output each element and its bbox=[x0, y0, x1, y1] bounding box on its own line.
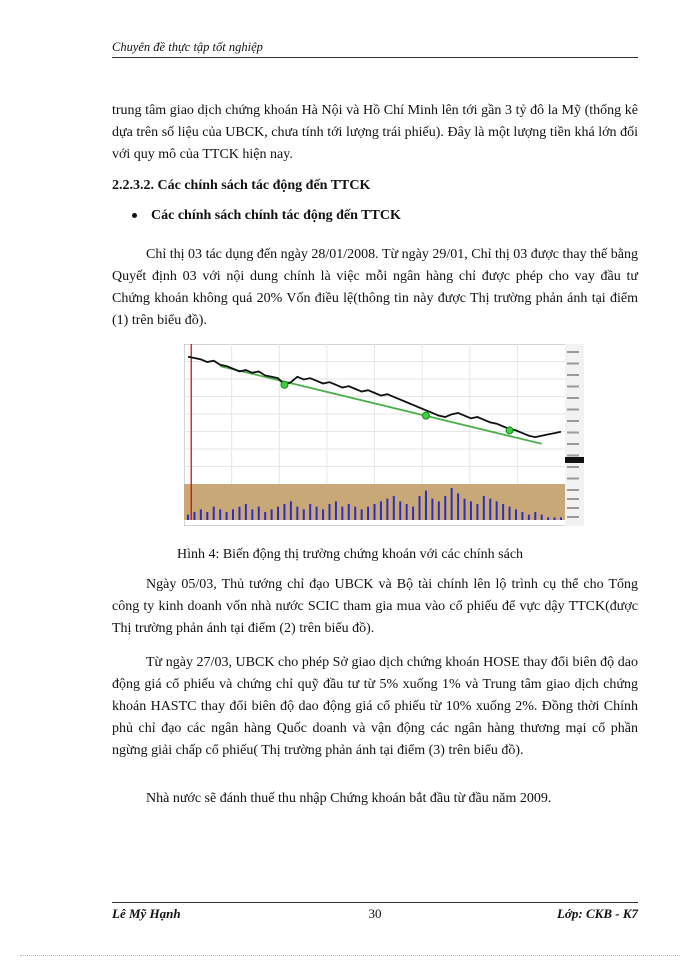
paragraph-tax: Nhà nước sẽ đánh thuế thu nhập Chứng khoán bắt đầu từ đầu năm 2009. bbox=[146, 791, 552, 806]
volume-bar bbox=[354, 507, 356, 520]
volume-bar bbox=[560, 517, 562, 520]
volume-bar bbox=[219, 509, 221, 520]
volume-bar bbox=[509, 507, 511, 520]
policy-marker bbox=[506, 427, 513, 434]
volume-bar bbox=[213, 507, 215, 520]
paragraph-price-band: Từ ngày 27/03, UBCK cho phép Sở giao dịch chứng khoán HOSE thay đổi biên độ dao động giá cổ phiếu và chứng chỉ quỹ đầu tư từ 5% xuống 1% và Trung tâm giao dịch chứng khoán HASTC thay đổi biên độ dao động giá cổ phiếu từ 10% xuống 2%. Đồng thời Chính phủ chỉ đạo các ngân hàng Quốc doanh và vận động các ngân hàng thương mại cổ phần ngừng giải chấp cổ phiếu( Thị trường phản ánh tại điểm (3) trên biểu đồ). bbox=[112, 655, 638, 758]
footer-author: Lê Mỹ Hạnh bbox=[112, 906, 181, 921]
volume-bar bbox=[296, 507, 298, 520]
section-heading: 2.2.3.2. Các chính sách tác động đến TTCK bbox=[112, 178, 371, 193]
volume-bar bbox=[206, 512, 208, 520]
volume-bar bbox=[554, 517, 556, 520]
page-footer bbox=[112, 902, 638, 921]
bullet-text: Các chính sách chính tác động đến TTCK bbox=[151, 208, 401, 223]
volume-bar bbox=[457, 493, 459, 520]
figure-caption: Hình 4: Biến động thị trường chứng khoán với các chính sách bbox=[176, 547, 524, 562]
volume-bar bbox=[393, 496, 395, 520]
volume-bar bbox=[489, 499, 491, 520]
volume-bar bbox=[399, 501, 401, 520]
volume-bar bbox=[361, 509, 363, 520]
volume-bar bbox=[406, 504, 408, 520]
volume-bar bbox=[438, 501, 440, 520]
volume-bar bbox=[271, 509, 273, 520]
volume-bar bbox=[541, 515, 543, 520]
volume-bar bbox=[419, 496, 421, 520]
volume-bar bbox=[322, 509, 324, 520]
paragraph-directive-03: Chỉ thị 03 tác dụng đến ngày 28/01/2008. Từ ngày 29/01, Chỉ thị 03 được thay thế bằng Quyết định 03 với nội dung chính là việc mỗi ngân hàng chỉ được phép cho vay đầu tư Chứng khoán không quá 20% Vốn điều lệ(thông tin này được Thị trường phản ánh tại điểm (1) trên biểu đồ). bbox=[112, 247, 638, 328]
volume-bar bbox=[328, 504, 330, 520]
volume-bar bbox=[528, 515, 530, 520]
volume-bar bbox=[245, 504, 247, 520]
policy-marker bbox=[422, 412, 429, 419]
page-number: 30 bbox=[368, 906, 382, 921]
volume-bar bbox=[341, 507, 343, 520]
volume-bar bbox=[232, 509, 234, 520]
volume-bar bbox=[470, 501, 472, 520]
page-bottom-rule bbox=[20, 955, 680, 956]
volume-bar bbox=[464, 499, 466, 520]
volume-bar bbox=[290, 501, 292, 520]
volume-bar bbox=[277, 507, 279, 520]
volume-bar bbox=[335, 501, 337, 520]
volume-bar bbox=[303, 509, 305, 520]
market-chart bbox=[184, 344, 584, 526]
running-header: Chuyên đề thực tập tốt nghiệp bbox=[112, 40, 638, 58]
volume-bar bbox=[534, 512, 536, 520]
paragraph-scic: Ngày 05/03, Thủ tướng chỉ đạo UBCK và Bộ tài chính lên lộ trình cụ thể cho Tổng công ty kinh doanh vốn nhà nước SCIC tham gia mua vào cổ phiếu để vực dậy TTCK(được Thị trường phản ánh tại điểm (2) trên biểu đồ). bbox=[112, 577, 638, 636]
volume-bar bbox=[386, 499, 388, 520]
volume-bar bbox=[258, 507, 260, 520]
volume-bar bbox=[547, 517, 549, 520]
volume-bar bbox=[193, 512, 195, 520]
bullet-dot-icon bbox=[132, 213, 137, 218]
volume-bar bbox=[380, 501, 382, 520]
volume-bar bbox=[367, 507, 369, 520]
volume-bar bbox=[502, 504, 504, 520]
volume-bar bbox=[283, 504, 285, 520]
volume-bar bbox=[226, 512, 228, 520]
policy-marker bbox=[281, 381, 288, 388]
bullet-item bbox=[132, 208, 401, 224]
volume-bar bbox=[444, 496, 446, 520]
volume-bar bbox=[483, 496, 485, 520]
volume-bar bbox=[348, 504, 350, 520]
volume-bar bbox=[431, 499, 433, 520]
volume-bar bbox=[238, 507, 240, 520]
paragraph-intro: trung tâm giao dịch chứng khoán Hà Nội và Hồ Chí Minh lên tới gần 3 tỷ đô la Mỹ (thống kê dựa trên số liệu của UBCK, chưa tính tới lượng trái phiếu). Đây là một lượng tiền khá lớn đối với quy mô của TTCK hiện nay. bbox=[112, 103, 638, 162]
volume-bar bbox=[476, 504, 478, 520]
volume-bar bbox=[374, 504, 376, 520]
volume-bar bbox=[451, 488, 453, 520]
volume-bar bbox=[200, 509, 202, 520]
volume-bar bbox=[187, 515, 189, 520]
volume-bar bbox=[515, 509, 517, 520]
last-price-badge bbox=[565, 457, 584, 463]
volume-bar bbox=[521, 512, 523, 520]
volume-bar bbox=[425, 491, 427, 520]
volume-bar bbox=[251, 509, 253, 520]
volume-bar bbox=[412, 507, 414, 520]
volume-bar bbox=[496, 501, 498, 520]
footer-class: Lớp: CKB - K7 bbox=[556, 906, 638, 921]
volume-bar bbox=[316, 507, 318, 520]
volume-bar bbox=[309, 504, 311, 520]
volume-bar bbox=[264, 512, 266, 520]
